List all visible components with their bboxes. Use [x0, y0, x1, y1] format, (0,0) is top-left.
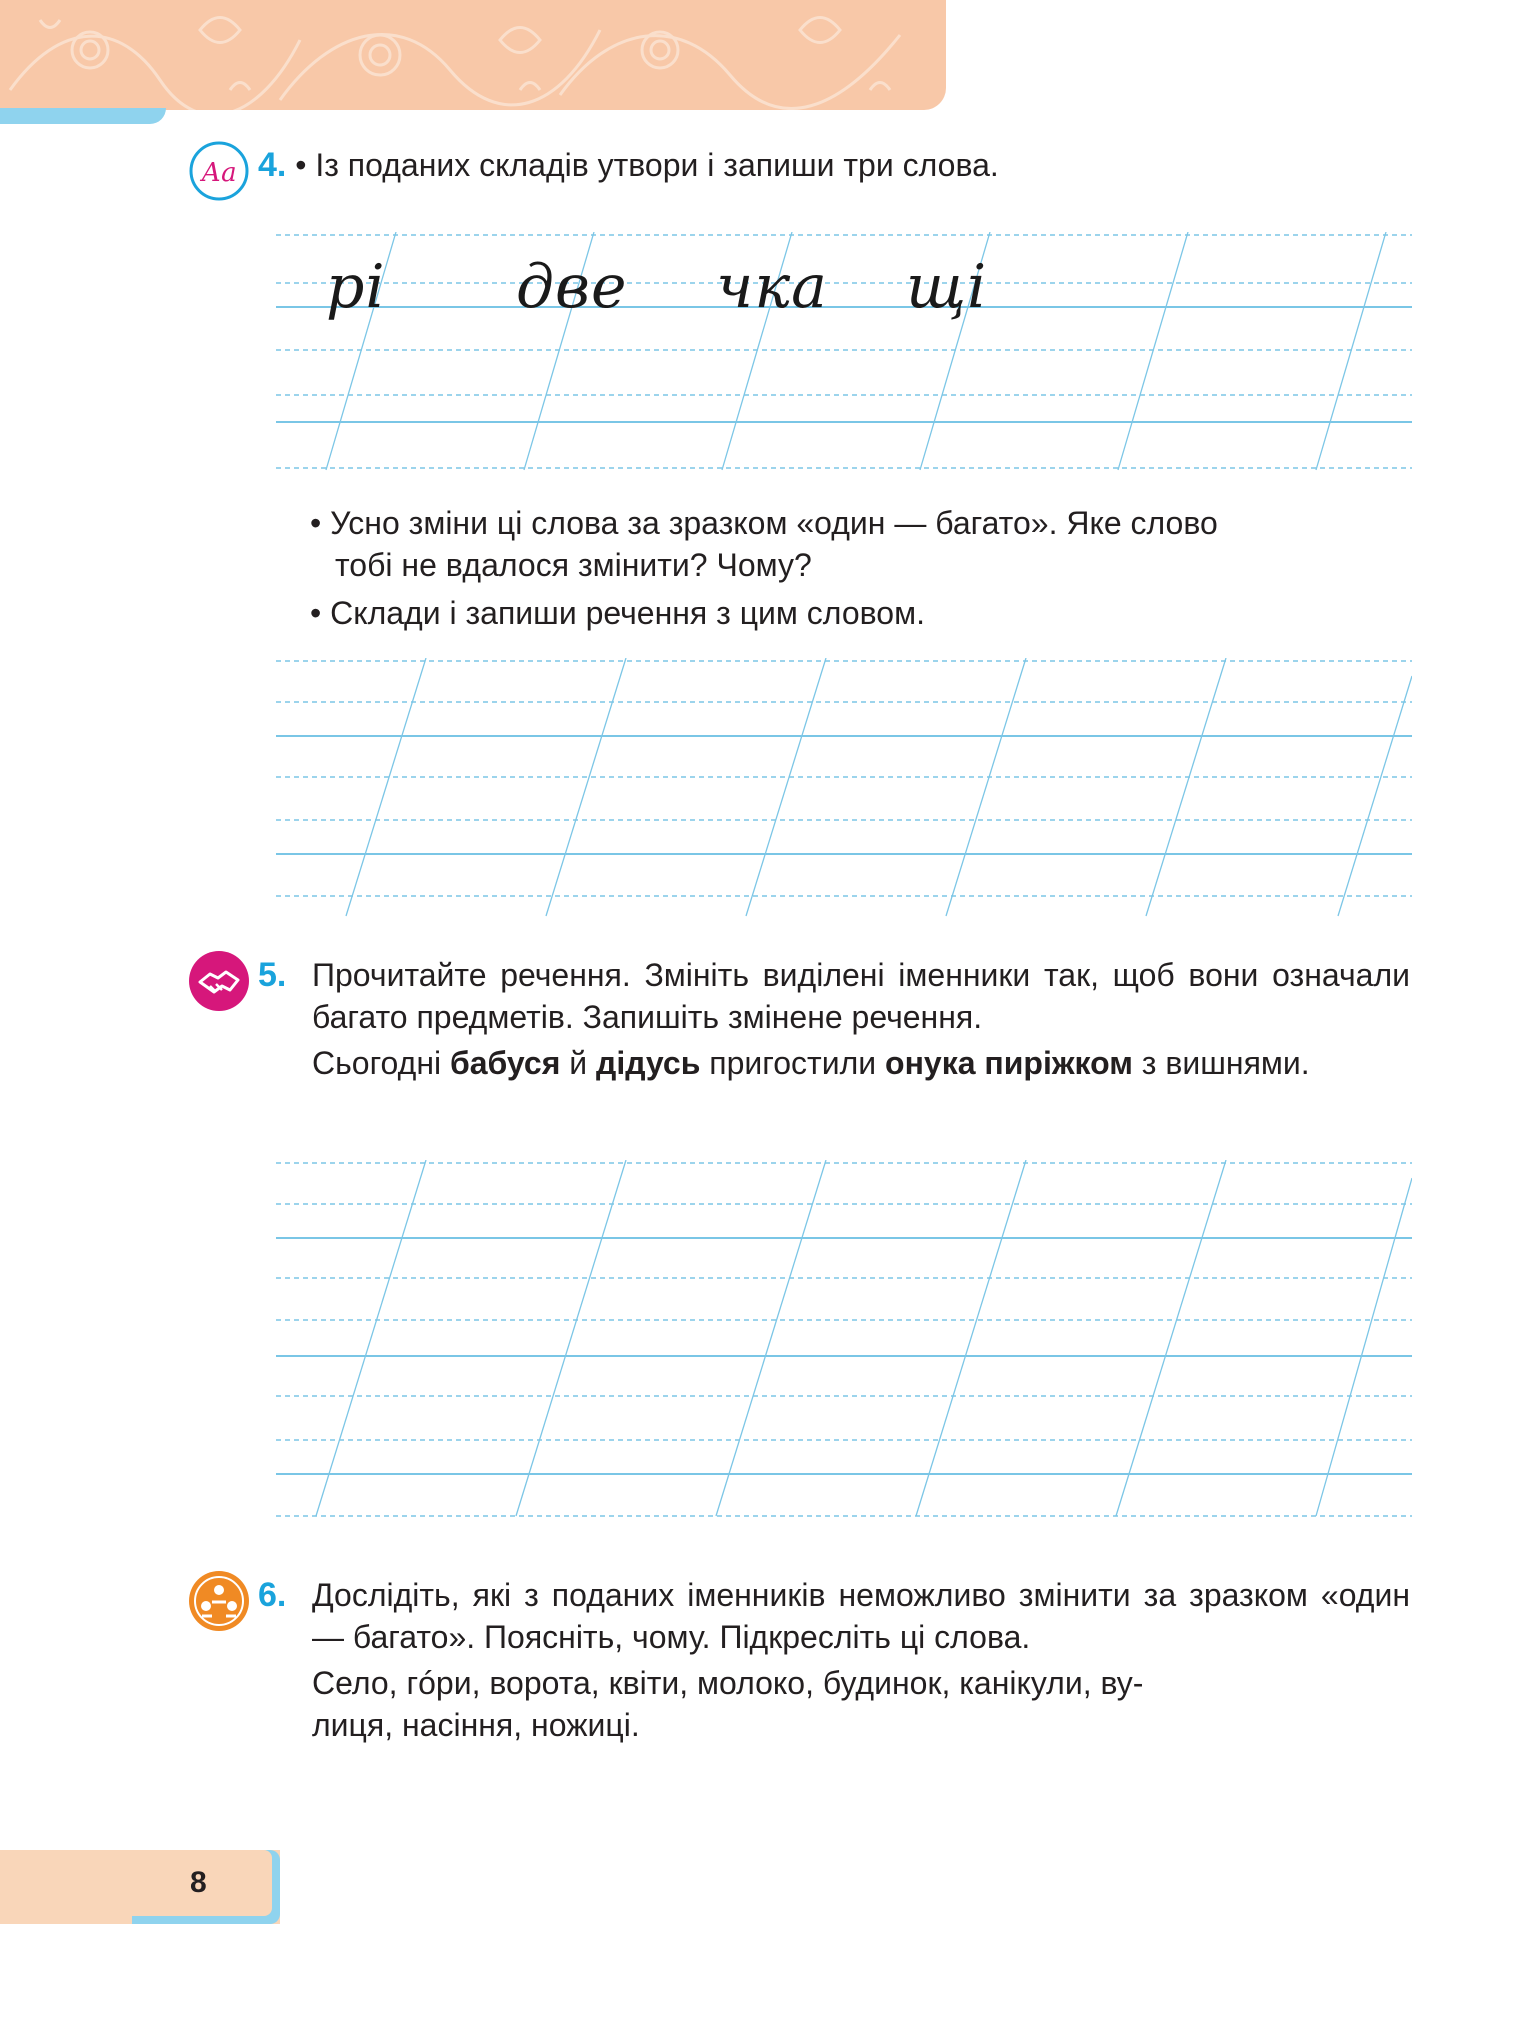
cursive-aa-icon [188, 140, 250, 207]
syllable-2: чка [716, 252, 828, 322]
task5-number: 5. [258, 956, 287, 994]
highlighted-noun: онука пиріжком [885, 1045, 1133, 1081]
task4-bullet2: • Склади і запиши речення з цим словом. [310, 595, 925, 631]
task6-instruction: Дослідіть, які з поданих іменників неможливо змінити за зразком «один — багато». Поясніть, чому. Підкресліть ці слова. [312, 1577, 1410, 1655]
task6-block [258, 1574, 1410, 1746]
task5-instruction: Прочитайте речення. Змініть виділені іменники так, щоб вони означали багато предметів. Запишіть змінене речення. [312, 957, 1410, 1035]
task4-bullet1-line1: • Усно зміни ці слова за зразком «один — багато». Яке слово [310, 505, 1218, 541]
task4-bullet1 [310, 502, 1410, 586]
svg-text:Аа: Аа [201, 158, 237, 188]
task6-number: 6. [258, 1576, 287, 1614]
page-number: 8 [190, 1866, 207, 1899]
task4-bullet1-line2: тобі не вдалося змінити? Чому? [335, 547, 812, 583]
task6-word-list [258, 1662, 1410, 1746]
sentence-text: пригостили [700, 1045, 886, 1081]
task4-writing-lines [276, 232, 1412, 472]
folk-ornament-icon [0, 0, 946, 110]
sentence-text: й [560, 1045, 597, 1081]
task4-number: 4. [258, 146, 287, 184]
group-work-icon [188, 1570, 250, 1637]
task5-writing-lines [276, 1160, 1412, 1540]
header-banner [0, 0, 946, 110]
header-accent-bar [0, 108, 166, 124]
task4-instruction: • Із поданих складів утвори і запиши три слова. [295, 147, 999, 183]
task4-header [258, 144, 999, 186]
sentence-text: з вишнями. [1132, 1045, 1310, 1081]
highlighted-noun: бабуся [449, 1045, 561, 1081]
syllable-3: щі [906, 252, 988, 322]
syllable-1: две [516, 252, 628, 322]
sentence-text: Сьогодні [312, 1045, 450, 1081]
task4-blank-lines [276, 658, 1412, 920]
handshake-icon [188, 950, 250, 1017]
syllable-0: рі [326, 252, 386, 322]
task6-words-line1: Село, гóри, ворота, квіти, молоко, будинок, канікули, ву- [312, 1665, 1144, 1701]
task6-words-line2: лиця, насіння, ножиці. [312, 1707, 640, 1743]
highlighted-noun: дідусь [596, 1045, 701, 1081]
task5-block [258, 954, 1410, 1084]
task5-sentence [258, 1042, 1410, 1084]
